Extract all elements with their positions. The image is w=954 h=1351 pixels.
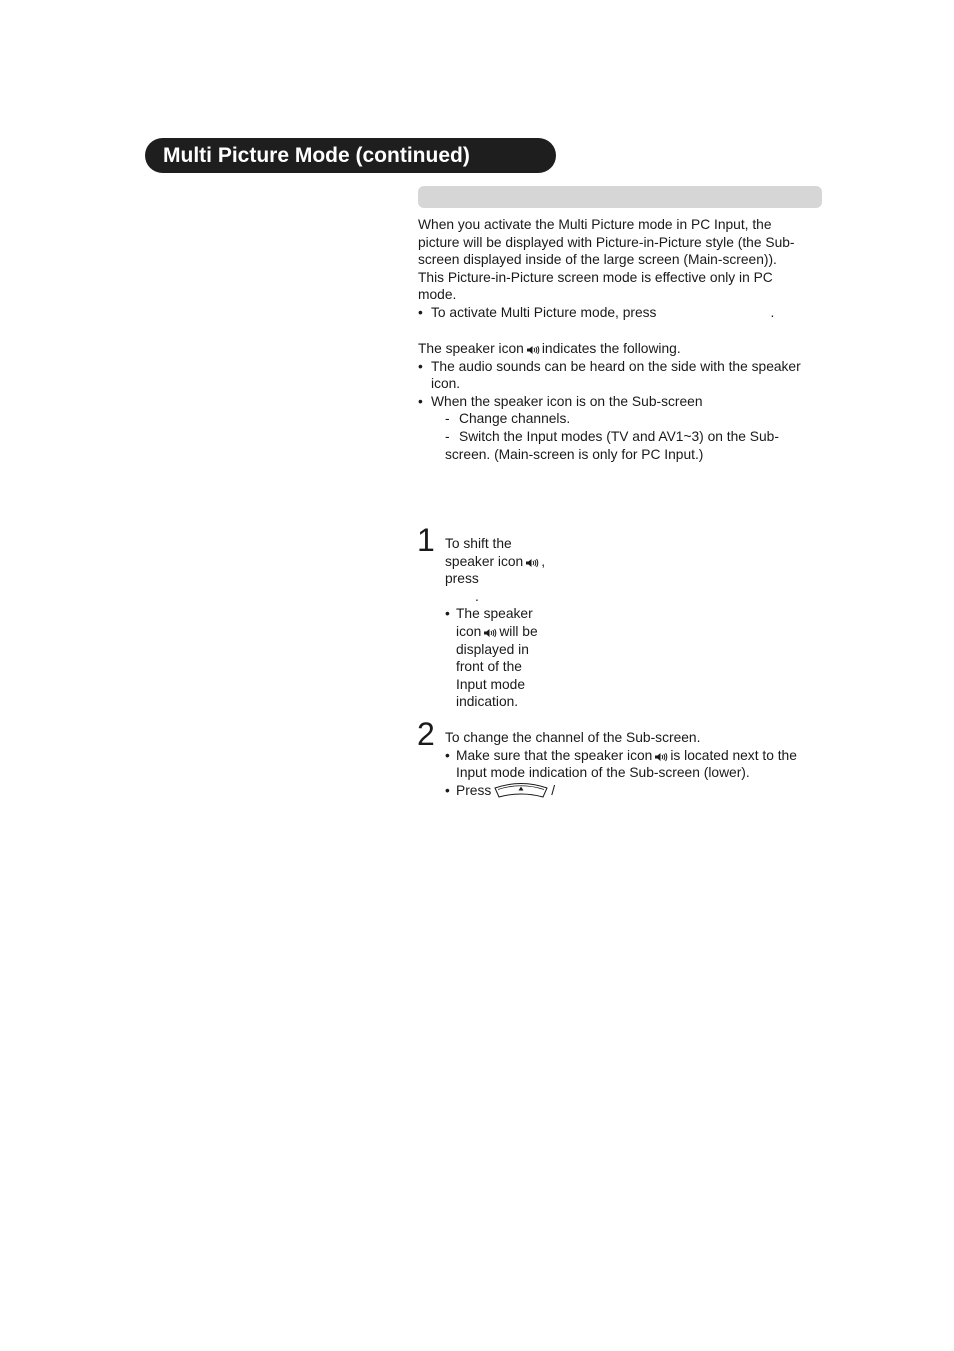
bullet-text-cont: front of the xyxy=(456,659,522,675)
bullet-mark: • xyxy=(418,393,423,409)
intro-line: screen displayed inside of the large screen (Main-screen)). xyxy=(418,252,777,268)
subsection-header-bar xyxy=(418,186,822,208)
speaker-bullet-1 xyxy=(418,358,801,376)
bullet-text-part: Make sure that the speaker icon xyxy=(456,747,653,763)
intro-line: This Picture-in-Picture screen mode is effective only in PC xyxy=(418,269,773,285)
bullet-text-cont: indication. xyxy=(456,694,519,710)
step-1-line: . xyxy=(475,588,479,604)
page-title: Multi Picture Mode (continued) xyxy=(163,144,470,167)
step-1-line: press xyxy=(445,571,479,587)
speaker-lead xyxy=(418,340,801,358)
activate-text: To activate Multi Picture mode, press xyxy=(431,304,657,320)
step-1-bullet xyxy=(445,605,545,623)
bullet-text: When the speaker icon is on the Sub-screen xyxy=(431,393,703,409)
activate-bullet xyxy=(418,304,822,322)
bullet-text-part: Press xyxy=(456,782,492,798)
speaker-icon xyxy=(483,628,497,638)
step-1-text-part: speaker icon xyxy=(445,553,524,569)
step-number-2: 2 xyxy=(417,716,435,752)
bullet-text-cont xyxy=(445,623,545,641)
dash-item-1 xyxy=(418,410,801,428)
step-1-line xyxy=(445,553,545,571)
speaker-paragraph xyxy=(418,340,801,463)
dash-item-2 xyxy=(418,428,801,446)
speaker-icon xyxy=(654,752,668,762)
bullet-text-cont: icon. xyxy=(431,376,461,392)
step-1-text-part: , xyxy=(541,553,546,569)
bullet-text: The speaker xyxy=(456,606,533,622)
bullet-text-cont: Input mode xyxy=(456,676,526,692)
step-2-bullet-2 xyxy=(445,782,797,800)
bullet-text-part: / xyxy=(551,782,556,798)
dash-mark: - xyxy=(445,411,450,427)
step-2-line: To change the channel of the Sub-screen. xyxy=(445,730,701,745)
dash-text: Switch the Input modes (TV and AV1~3) on the Sub- xyxy=(459,428,779,444)
step-2-text xyxy=(445,729,797,800)
bullet-mark: • xyxy=(445,782,450,798)
bullet-mark: • xyxy=(445,747,450,763)
speaker-icon xyxy=(526,345,540,355)
intro-paragraph xyxy=(418,216,822,322)
dash-mark: - xyxy=(445,428,450,444)
speaker-bullet-2 xyxy=(418,393,801,411)
speaker-icon xyxy=(525,558,539,568)
bullet-text-cont: displayed in xyxy=(456,641,529,657)
activate-end: . xyxy=(770,304,775,320)
dash-text: Change channels. xyxy=(459,411,571,427)
channel-up-button-icon xyxy=(493,782,549,800)
dash-text-cont: screen. (Main-screen is only for PC Input.) xyxy=(445,446,704,462)
intro-line: mode. xyxy=(418,287,457,303)
speaker-lead-text: The speaker icon xyxy=(418,341,524,356)
intro-line: When you activate the Multi Picture mode in PC Input, the xyxy=(418,217,772,232)
bullet-text: The audio sounds can be heard on the side with the speaker xyxy=(431,358,801,374)
step-number-1: 1 xyxy=(417,522,435,558)
section-title-banner xyxy=(145,138,556,173)
bullet-text-part: is located next to the xyxy=(670,747,797,763)
step-1-text xyxy=(445,535,545,711)
bullet-mark: • xyxy=(418,358,423,374)
bullet-text-part: icon xyxy=(456,623,482,639)
intro-line: picture will be displayed with Picture-in-Picture style (the Sub- xyxy=(418,234,795,250)
step-1-line: To shift the xyxy=(445,536,512,551)
speaker-lead-text: indicates the following. xyxy=(541,341,681,356)
bullet-mark: • xyxy=(445,606,450,622)
bullet-text-part: will be xyxy=(499,623,538,639)
bullet-mark: • xyxy=(418,304,423,320)
step-2-bullet-1 xyxy=(445,747,797,765)
bullet-text-cont: Input mode indication of the Sub-screen (lower). xyxy=(456,765,750,781)
